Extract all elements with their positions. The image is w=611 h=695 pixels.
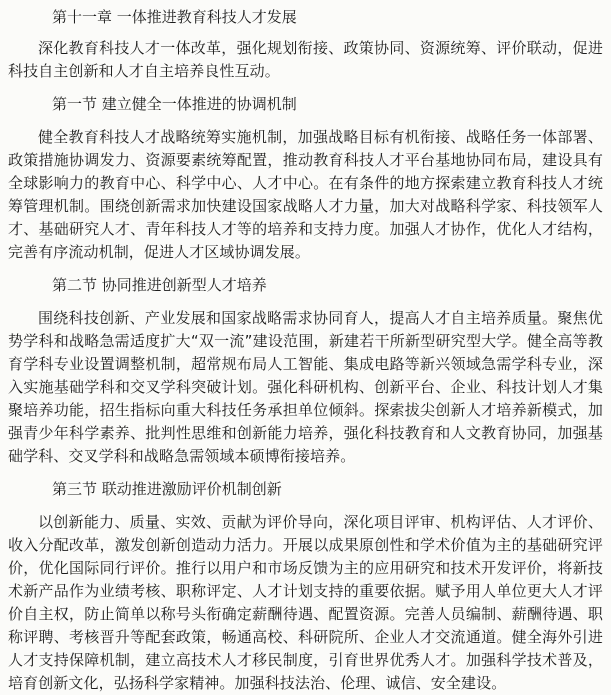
section-2-title: 第二节 协同推进创新型人才培养 bbox=[52, 276, 267, 294]
chapter-title: 第十一章 一体推进教育科技人才发展 bbox=[52, 8, 297, 26]
section-3-title: 第三节 联动推进激励评价机制创新 bbox=[52, 480, 282, 498]
chapter-intro: 深化教育科技人才一体改革，强化规划衔接、政策协同、资源统筹、评价联动，促进科技自主创新和人才自主培养良性互动。 bbox=[8, 39, 603, 80]
section-2-body: 围绕科技创新、产业发展和国家战略需求协同育人，提高人才自主培养质量。聚焦优势学科和战略急需适度扩大“双一流”建设范围，新建若干所新型研究型大学。健全高等教育学科专业设置调整机制，超常规布局人工智能、集成电路等新兴领域急需学科专业，深入实施基础学科和交叉学科突破计划。强化科研机构、创新平台、企业、科技计划人才集聚培养功能，招生指标向重大科技任务承担单位倾斜。探索拔尖创新人才培养新模式，加强青少年科学素养、批判性思维和创新能力培养，强化科技教育和人文教育协同，加强基础学科、交叉学科和战略急需领域本硕博衔接培养。 bbox=[8, 309, 603, 465]
section-1-body: 健全教育科技人才战略统筹实施机制，加强战略目标有机衔接、战略任务一体部署、政策措施协调发力、资源要素统筹配置，推动教育科技人才平台基地协同布局，建设具有全球影响力的教育中心、科学中心、人才中心。在有条件的地方探索建立教育科技人才统筹管理机制。围绕创新需求加快建设国家战略人才力量，加大对战略科学家、科技领军人才、基础研究人才、青年科技人才等的培养和支持力度。加强人才协作，优化人才结构，完善有序流动机制，促进人才区域协调发展。 bbox=[8, 128, 603, 261]
section-3-body: 以创新能力、质量、实效、贡献为评价导向，深化项目评审、机构评估、人才评价、收入分配改革，激发创新创造动力活力。开展以成果原创性和学术价值为主的基础研究评价，优化国际同行评价。推行以用户和市场反馈为主的应用研究和技术开发评价，将新技术新产品作为业绩考核、职称评定、人才计划支持的重要依据。赋予用人单位更大人才评价自主权，防止简单以称号头衔确定薪酬待遇、配置资源。完善人员编制、薪酬待遇、职称评聘、考核晋升等配套政策，畅通高校、科研院所、企业人才交流通道。健全海外引进人才支持保障机制，建立高技术人才移民制度，引育世界优秀人才。加强科学技术普及，培育创新文化，弘扬科学家精神。加强科技法治、伦理、诚信、安全建设。 bbox=[8, 513, 603, 692]
section-1-title: 第一节 建立健全一体推进的协调机制 bbox=[52, 95, 297, 113]
